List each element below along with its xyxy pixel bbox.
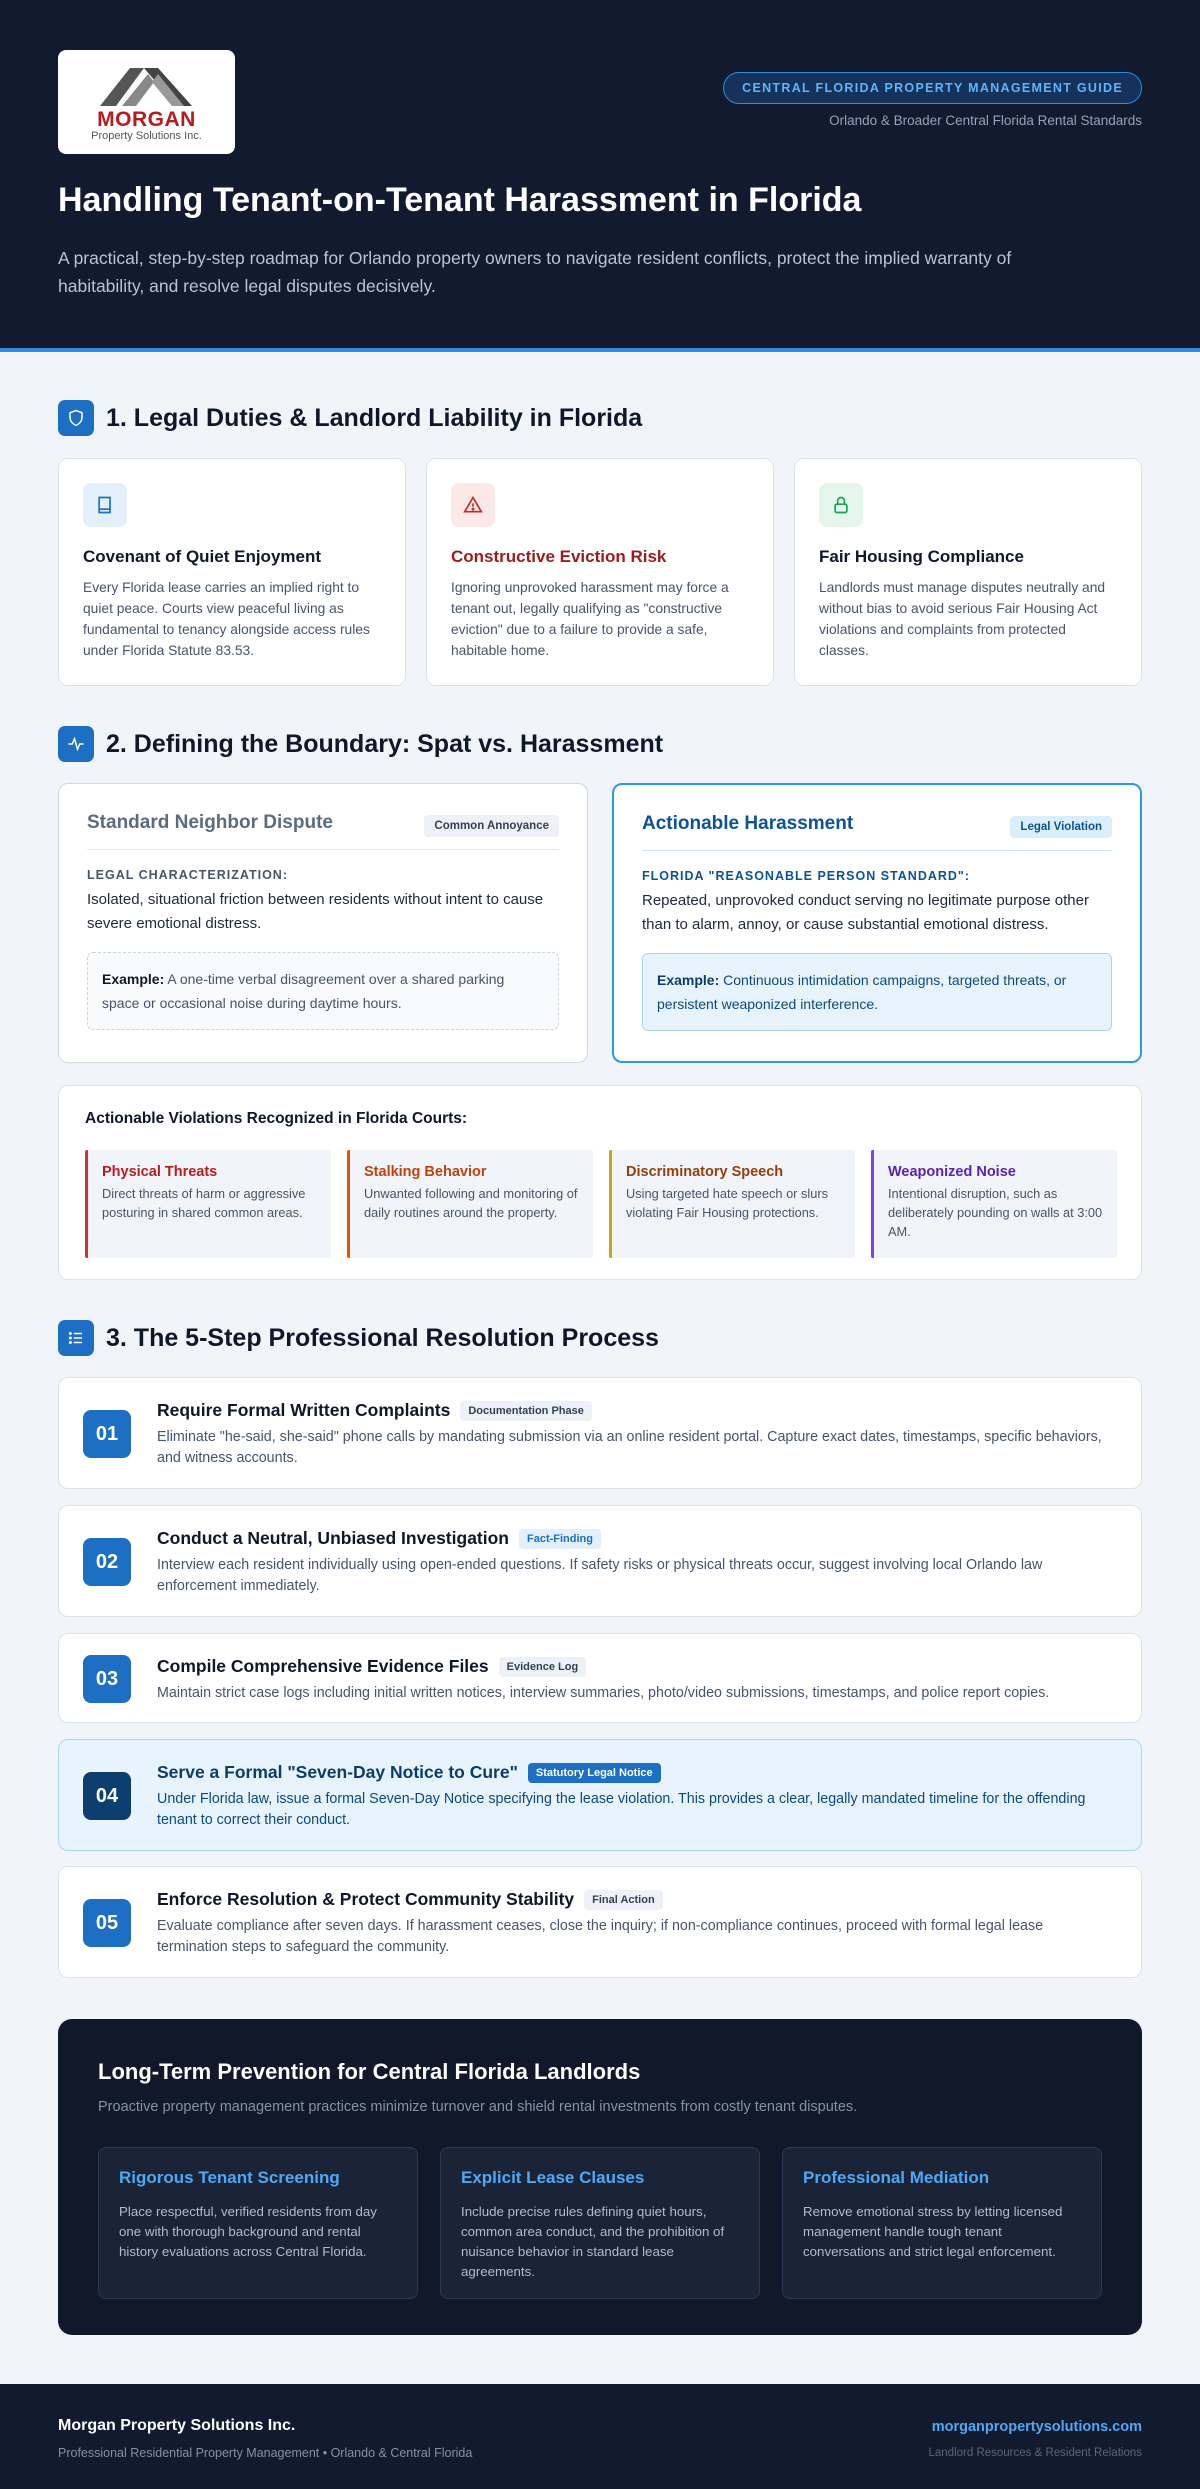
step-number: 05 (83, 1899, 131, 1947)
logo-subtitle: Property Solutions Inc. (91, 129, 202, 142)
reasonable-person-label: FLORIDA "REASONABLE PERSON STANDARD": (642, 869, 971, 883)
step-number: 01 (83, 1410, 131, 1458)
step-content (157, 1656, 1117, 1704)
step-title: Compile Comprehensive Evidence Files (157, 1656, 489, 1676)
actionable-example (642, 953, 1112, 1031)
step-text: Eliminate "he-said, she-said" phone calls by mandating submission via an online resident portal. Capture exact dates, timestamps, specific behaviors, and witness accounts. (157, 1429, 1102, 1466)
standard-example (87, 952, 559, 1030)
standard-dispute-card (58, 783, 588, 1063)
step-title-row (157, 1889, 1117, 1910)
duty-card-constructive-eviction (426, 458, 774, 686)
legal-violation-badge: Legal Violation (1010, 816, 1112, 838)
step-title: Enforce Resolution & Protect Community Stability (157, 1889, 575, 1909)
mountain-logo-icon (92, 62, 202, 108)
book-icon (83, 483, 127, 527)
common-annoyance-badge: Common Annoyance (424, 815, 559, 837)
violation-text: Unwanted following and monitoring of daily routines around the property. (364, 1186, 578, 1220)
divider (87, 849, 559, 850)
guide-badge: CENTRAL FLORIDA PROPERTY MANAGEMENT GUIDE (723, 72, 1142, 104)
violation-title: Discriminatory Speech (626, 1164, 784, 1180)
step-number: 04 (83, 1772, 131, 1820)
example-label: Example: (657, 972, 720, 988)
duty-title: Covenant of Quiet Enjoyment (83, 547, 322, 566)
step-tag: Statutory Legal Notice (528, 1763, 661, 1783)
step-2 (58, 1505, 1142, 1617)
shield-icon (58, 400, 94, 436)
violation-title: Weaponized Noise (888, 1164, 1016, 1180)
logo-name: MORGAN (97, 107, 196, 131)
prevention-mediation (782, 2147, 1102, 2299)
step-number: 03 (83, 1655, 131, 1703)
footer-note: Landlord Resources & Resident Relations (928, 2447, 1142, 2459)
violation-title: Stalking Behavior (364, 1164, 487, 1180)
standard-dispute-text: Isolated, situational friction between residents without intent to cause severe emotional distress. (87, 891, 544, 932)
section-2-heading (58, 726, 663, 762)
step-3 (58, 1633, 1142, 1723)
step-content (157, 1400, 1117, 1469)
step-tag: Evidence Log (499, 1657, 587, 1677)
step-content (157, 1528, 1117, 1597)
duty-text: Landlords must manage disputes neutrally and without bias to avoid serious Fair Housing Act violations and complaints from protected classes. (819, 580, 1106, 658)
prevention-item-text: Include precise rules defining quiet hours, common area conduct, and the prohibition of nuisance behavior in standard lease agreements. (461, 2204, 725, 2279)
duty-title: Fair Housing Compliance (819, 547, 1024, 566)
footer-company-name: Morgan Property Solutions Inc. (58, 2417, 296, 2434)
step-content (157, 1889, 1117, 1958)
step-title: Serve a Formal "Seven-Day Notice to Cure" (157, 1762, 518, 1782)
prevention-tenant-screening (98, 2147, 418, 2299)
violation-stalking (347, 1150, 593, 1258)
prevention-panel (58, 2019, 1142, 2335)
prevention-item-text: Place respectful, verified residents from day one with thorough background and rental history evaluations across Central Florida. (119, 2204, 377, 2259)
violation-physical-threats (85, 1150, 331, 1258)
section-2-title: 2. Defining the Boundary: Spat vs. Harassment (106, 729, 664, 758)
prevention-lease-clauses (440, 2147, 760, 2299)
step-5 (58, 1866, 1142, 1978)
violation-text: Direct threats of harm or aggressive posturing in shared common areas. (102, 1186, 306, 1220)
prevention-item-title: Professional Mediation (803, 2168, 990, 2187)
section-3-title: 3. The 5-Step Professional Resolution Process (106, 1323, 659, 1352)
warning-icon (451, 483, 495, 527)
step-tag: Documentation Phase (460, 1401, 592, 1421)
actionable-harassment-text: Repeated, unprovoked conduct serving no legitimate purpose other than to alarm, annoy, or cause substantial emotional distress. (642, 892, 1089, 933)
divider (642, 850, 1112, 851)
page-footer (0, 2384, 1200, 2489)
step-number: 02 (83, 1538, 131, 1586)
actionable-harassment-card (612, 783, 1142, 1063)
step-1 (58, 1377, 1142, 1489)
page-lead: A practical, step-by-step roadmap for Orlando property owners to navigate resident conflicts, protect the implied warranty of habitability, and resolve legal disputes decisively. (58, 248, 1012, 296)
step-title-row (157, 1528, 1117, 1549)
violation-discriminatory-speech (609, 1150, 855, 1258)
violation-text: Intentional disruption, such as deliberately pounding on walls at 3:00 AM. (888, 1186, 1103, 1239)
step-content (157, 1762, 1117, 1831)
violation-title: Physical Threats (102, 1164, 218, 1180)
example-label: Example: (102, 971, 165, 987)
violations-panel (58, 1085, 1142, 1280)
step-text: Interview each resident individually using open-ended questions. If safety risks or physical threats occur, suggest involving local Orlando law enforcement immediately. (157, 1557, 1043, 1594)
step-title-row (157, 1762, 1117, 1783)
section-1-title: 1. Legal Duties & Landlord Liability in Florida (106, 403, 643, 432)
prevention-item-title: Rigorous Tenant Screening (119, 2168, 340, 2187)
violation-text: Using targeted hate speech or slurs violating Fair Housing protections. (626, 1186, 829, 1220)
guide-subtitle: Orlando & Broader Central Florida Rental Standards (829, 113, 1142, 128)
step-text: Evaluate compliance after seven days. If harassment ceases, close the inquiry; if non-compliance continues, proceed with formal legal lease termination steps to safeguard the community. (157, 1918, 1044, 1955)
violation-weaponized-noise (871, 1150, 1117, 1258)
step-4 (58, 1739, 1142, 1851)
lock-icon (819, 483, 863, 527)
duty-card-quiet-enjoyment (58, 458, 406, 686)
duty-card-fair-housing (794, 458, 1142, 686)
actionable-harassment-title: Actionable Harassment (642, 813, 854, 834)
prevention-item-title: Explicit Lease Clauses (461, 2168, 645, 2187)
step-title-row (157, 1656, 1117, 1677)
footer-website-link[interactable]: morganpropertysolutions.com (931, 2419, 1142, 2435)
step-title: Require Formal Written Complaints (157, 1400, 451, 1420)
page-title: Handling Tenant-on-Tenant Harassment in Florida (58, 181, 862, 219)
step-title-row (157, 1400, 1117, 1421)
step-text: Maintain strict case logs including initial written notices, interview summaries, photo/video submissions, timestamps, and police report copies. (157, 1685, 1050, 1701)
duty-text: Ignoring unprovoked harassment may force a tenant out, legally qualifying as "constructive eviction" due to a failure to provide a safe, habitable home. (451, 580, 729, 658)
company-logo[interactable] (58, 50, 235, 154)
step-text: Under Florida law, issue a formal Seven-Day Notice specifying the lease violation. This provides a clear, legally mandated timeline for the offending tenant to correct their conduct. (157, 1791, 1086, 1828)
section-3-heading (58, 1320, 659, 1356)
standard-dispute-title: Standard Neighbor Dispute (87, 812, 333, 833)
example-text: Continuous intimidation campaigns, targeted threats, or persistent weaponized interference. (657, 972, 1067, 1012)
example-text: A one-time verbal disagreement over a shared parking space or occasional noise during daytime hours. (102, 971, 505, 1011)
step-tag: Final Action (584, 1890, 663, 1910)
section-1-heading (58, 400, 642, 436)
footer-subtitle: Professional Residential Property Management • Orlando & Central Florida (58, 2446, 473, 2460)
step-title: Conduct a Neutral, Unbiased Investigation (157, 1528, 509, 1548)
legal-characterization-label: LEGAL CHARACTERIZATION: (87, 868, 288, 882)
prevention-item-text: Remove emotional stress by letting licensed management handle tough tenant conversations and strict legal enforcement. (803, 2204, 1063, 2259)
duty-text: Every Florida lease carries an implied right to quiet peace. Courts view peaceful living as fundamental to tenancy alongside access rules under Florida Statute 83.53. (83, 580, 370, 658)
list-icon (58, 1320, 94, 1356)
step-tag: Fact-Finding (519, 1529, 601, 1549)
duty-title: Constructive Eviction Risk (451, 547, 667, 566)
prevention-subtitle: Proactive property management practices minimize turnover and shield rental investments from costly tenant disputes. (98, 2099, 858, 2115)
prevention-title: Long-Term Prevention for Central Florida Landlords (98, 2059, 641, 2084)
pulse-icon (58, 726, 94, 762)
page-header (0, 0, 1200, 352)
violations-title: Actionable Violations Recognized in Florida Courts: (85, 1110, 468, 1127)
